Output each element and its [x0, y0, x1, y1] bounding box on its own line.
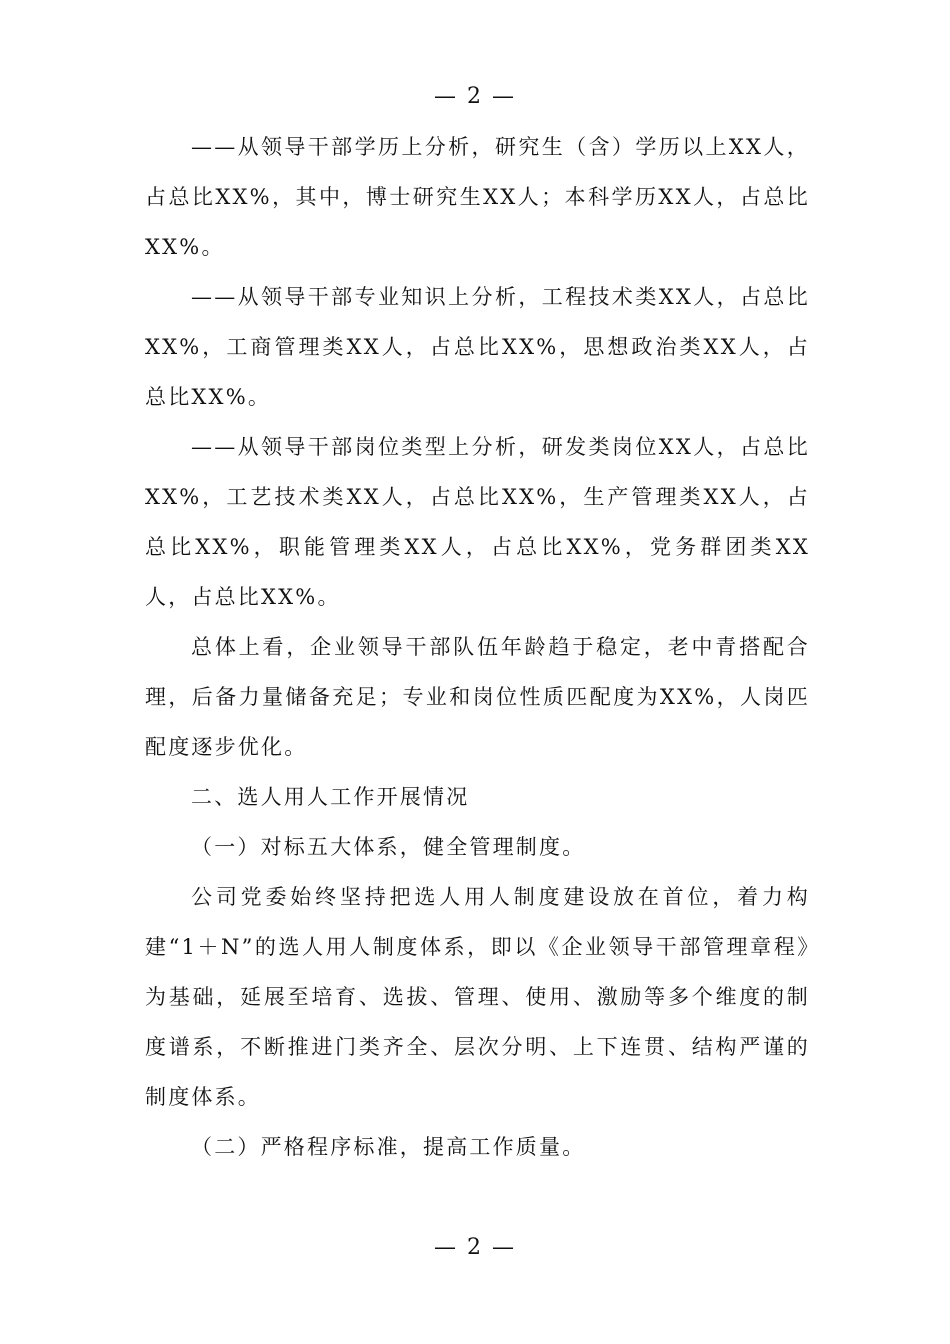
paragraph-education-analysis: ——从领导干部学历上分析，研究生（含）学历以上XX人，占总比XX%，其中，博士研究生XX人；本科学历XX人，占总比XX%。: [145, 135, 810, 259]
subheading-2: （二）严格程序标准，提高工作质量。: [191, 1135, 586, 1159]
subheading-1: （一）对标五大体系，健全管理制度。: [191, 835, 586, 859]
paragraph-system-building: 公司党委始终坚持把选人用人制度建设放在首位，着力构建“1＋N”的选人用人制度体系，即以《企业领导干部管理章程》为基础，延展至培育、选拔、管理、使用、激励等多个维度的制度谱系，不断推进门类齐全、层次分明、上下连贯、结构严谨的制度体系。: [145, 885, 810, 1109]
paragraph-position-analysis: ——从领导干部岗位类型上分析，研发类岗位XX人，占总比XX%，工艺技术类XX人，占总比XX%，生产管理类XX人，占总比XX%，职能管理类XX人，占总比XX%，党务群团类XX人，占总比XX%。: [145, 435, 810, 609]
page-number-footer: — 2 —: [434, 1235, 516, 1260]
section-heading-2: 二、选人用人工作开展情况: [191, 785, 470, 809]
page-number-header: — 2 —: [434, 84, 516, 109]
paragraph-expertise-analysis: ——从领导干部专业知识上分析，工程技术类XX人，占总比XX%，工商管理类XX人，占总比XX%，思想政治类XX人，占总比XX%。: [145, 285, 810, 409]
paragraph-overall-summary: 总体上看，企业领导干部队伍年龄趋于稳定，老中青搭配合理，后备力量储备充足；专业和岗位性质匹配度为XX%，人岗匹配度逐步优化。: [145, 635, 810, 759]
document-body: [145, 122, 810, 1172]
